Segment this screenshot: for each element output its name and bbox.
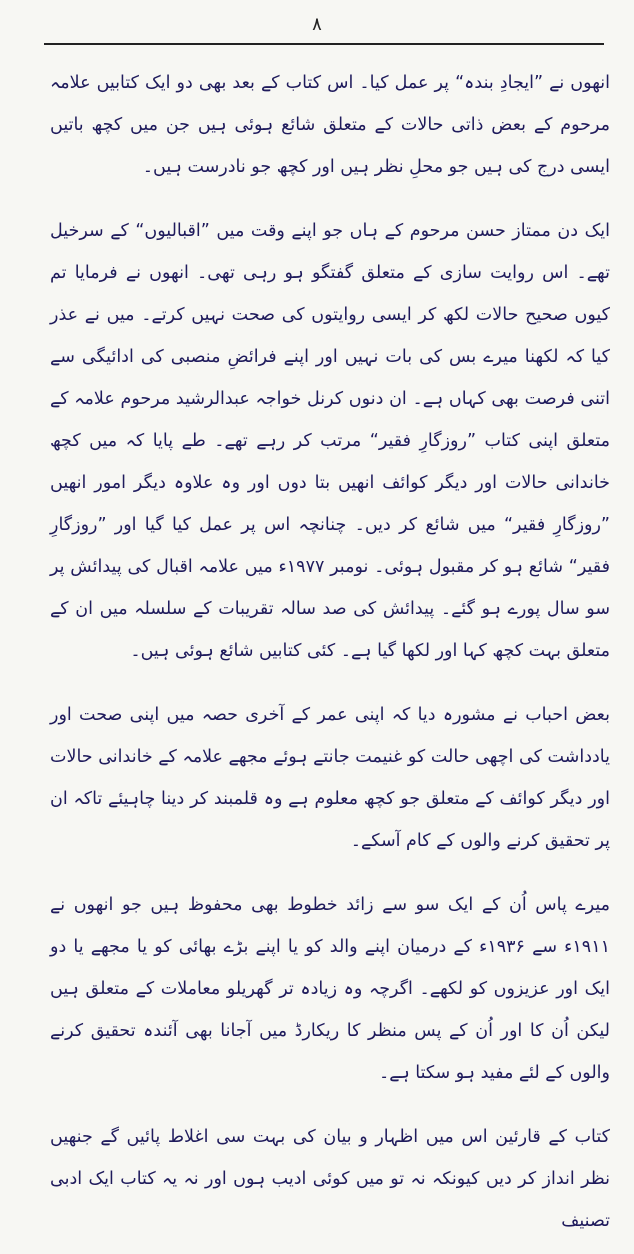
paragraph-5: کتاب کے قارئین اس میں اظہار و بیان کی بہت سی اغلاط پائیں گے جنھیں نظر انداز کر دیں کیونکہ نہ تو میں کوئی ادیب ہوں اور نہ یہ کتاب ایک ادبی تصنیف — [50, 1127, 610, 1231]
paragraph-1: انھوں نے ”ایجادِ بندہ“ پر عمل کیا۔ اس کتاب کے بعد بھی دو ایک کتابیں علامہ مرحوم کے بعض ذاتی حالات کے متعلق شائع ہوئی ہیں جن میں کچھ باتیں ایسی درج کی ہیں جو محلِ نظر ہیں اور کچھ جو نادرست ہیں۔ — [50, 73, 610, 177]
paragraph-4: میرے پاس اُن کے ایک سو سے زائد خطوط بھی محفوظ ہیں جو انھوں نے ۱۹۱۱ء سے ۱۹۳۶ء کے درمیان اپنے والد کو یا اپنے بڑے بھائی کو یا مجھے یا دو ایک اور عزیزوں کو لکھے۔ اگرچہ وہ زیادہ تر گھریلو معاملات کے متعلق ہیں لیکن اُن کا اور اُن کے پس منظر کا ریکارڈ میں آجانا بھی آئندہ تحقیق کرنے والوں کے لئے مفید ہو سکتا ہے۔ — [50, 895, 610, 1083]
header-rule — [44, 43, 604, 45]
page-number: ٨ — [312, 14, 322, 35]
paragraph-2: ایک دن ممتاز حسن مرحوم کے ہاں جو اپنے وقت میں ”اقبالیوں“ کے سرخیل تھے۔ اس روایت سازی کے متعلق گفتگو ہو رہی تھی۔ انھوں نے فرمایا تم کیوں صحیح حالات لکھ کر ایسی روایتوں کی صحت نہیں کرتے۔ میں نے عذر کیا کہ لکھنا میرے بس کی بات نہیں اور اپنے فرائضِ منصبی کی ادائیگی سے اتنی فرصت بھی کہاں ہے۔ ان دنوں کرنل خواجہ عبدالرشید مرحوم علامہ کے متعلق اپنی کتاب ”روزگارِ فقیر“ مرتب کر رہے تھے۔ طے پایا کہ میں کچھ خاندانی حالات اور دیگر کوائف انھیں بتا دوں اور وہ علاوہ دیگر امور انھیں ”روزگارِ فقیر“ میں شائع کر دیں۔ چنانچہ اس پر عمل کیا گیا اور ”روزگارِ فقیر“ شائع ہو کر مقبول ہوئی۔ نومبر ۱۹۷۷ء میں علامہ اقبال کی پیدائش پر سو سال پورے ہو گئے۔ پیدائش کی صد سالہ تقریبات کے سلسلہ میں ان کے متعلق بہت کچھ کہا اور لکھا گیا ہے۔ کئی کتابیں شائع ہوئی ہیں۔ — [50, 221, 610, 661]
body-text — [50, 62, 610, 1254]
paragraph-3: بعض احباب نے مشورہ دیا کہ اپنی عمر کے آخری حصہ میں اپنی صحت اور یادداشت کی اچھی حالت کو غنیمت جانتے ہوئے مجھے علامہ کے خاندانی حالات اور دیگر کوائف کے متعلق جو کچھ معلوم ہے وہ قلمبند کر دینا چاہیئے تاکہ ان پر تحقیق کرنے والوں کے کام آسکے۔ — [50, 705, 610, 851]
